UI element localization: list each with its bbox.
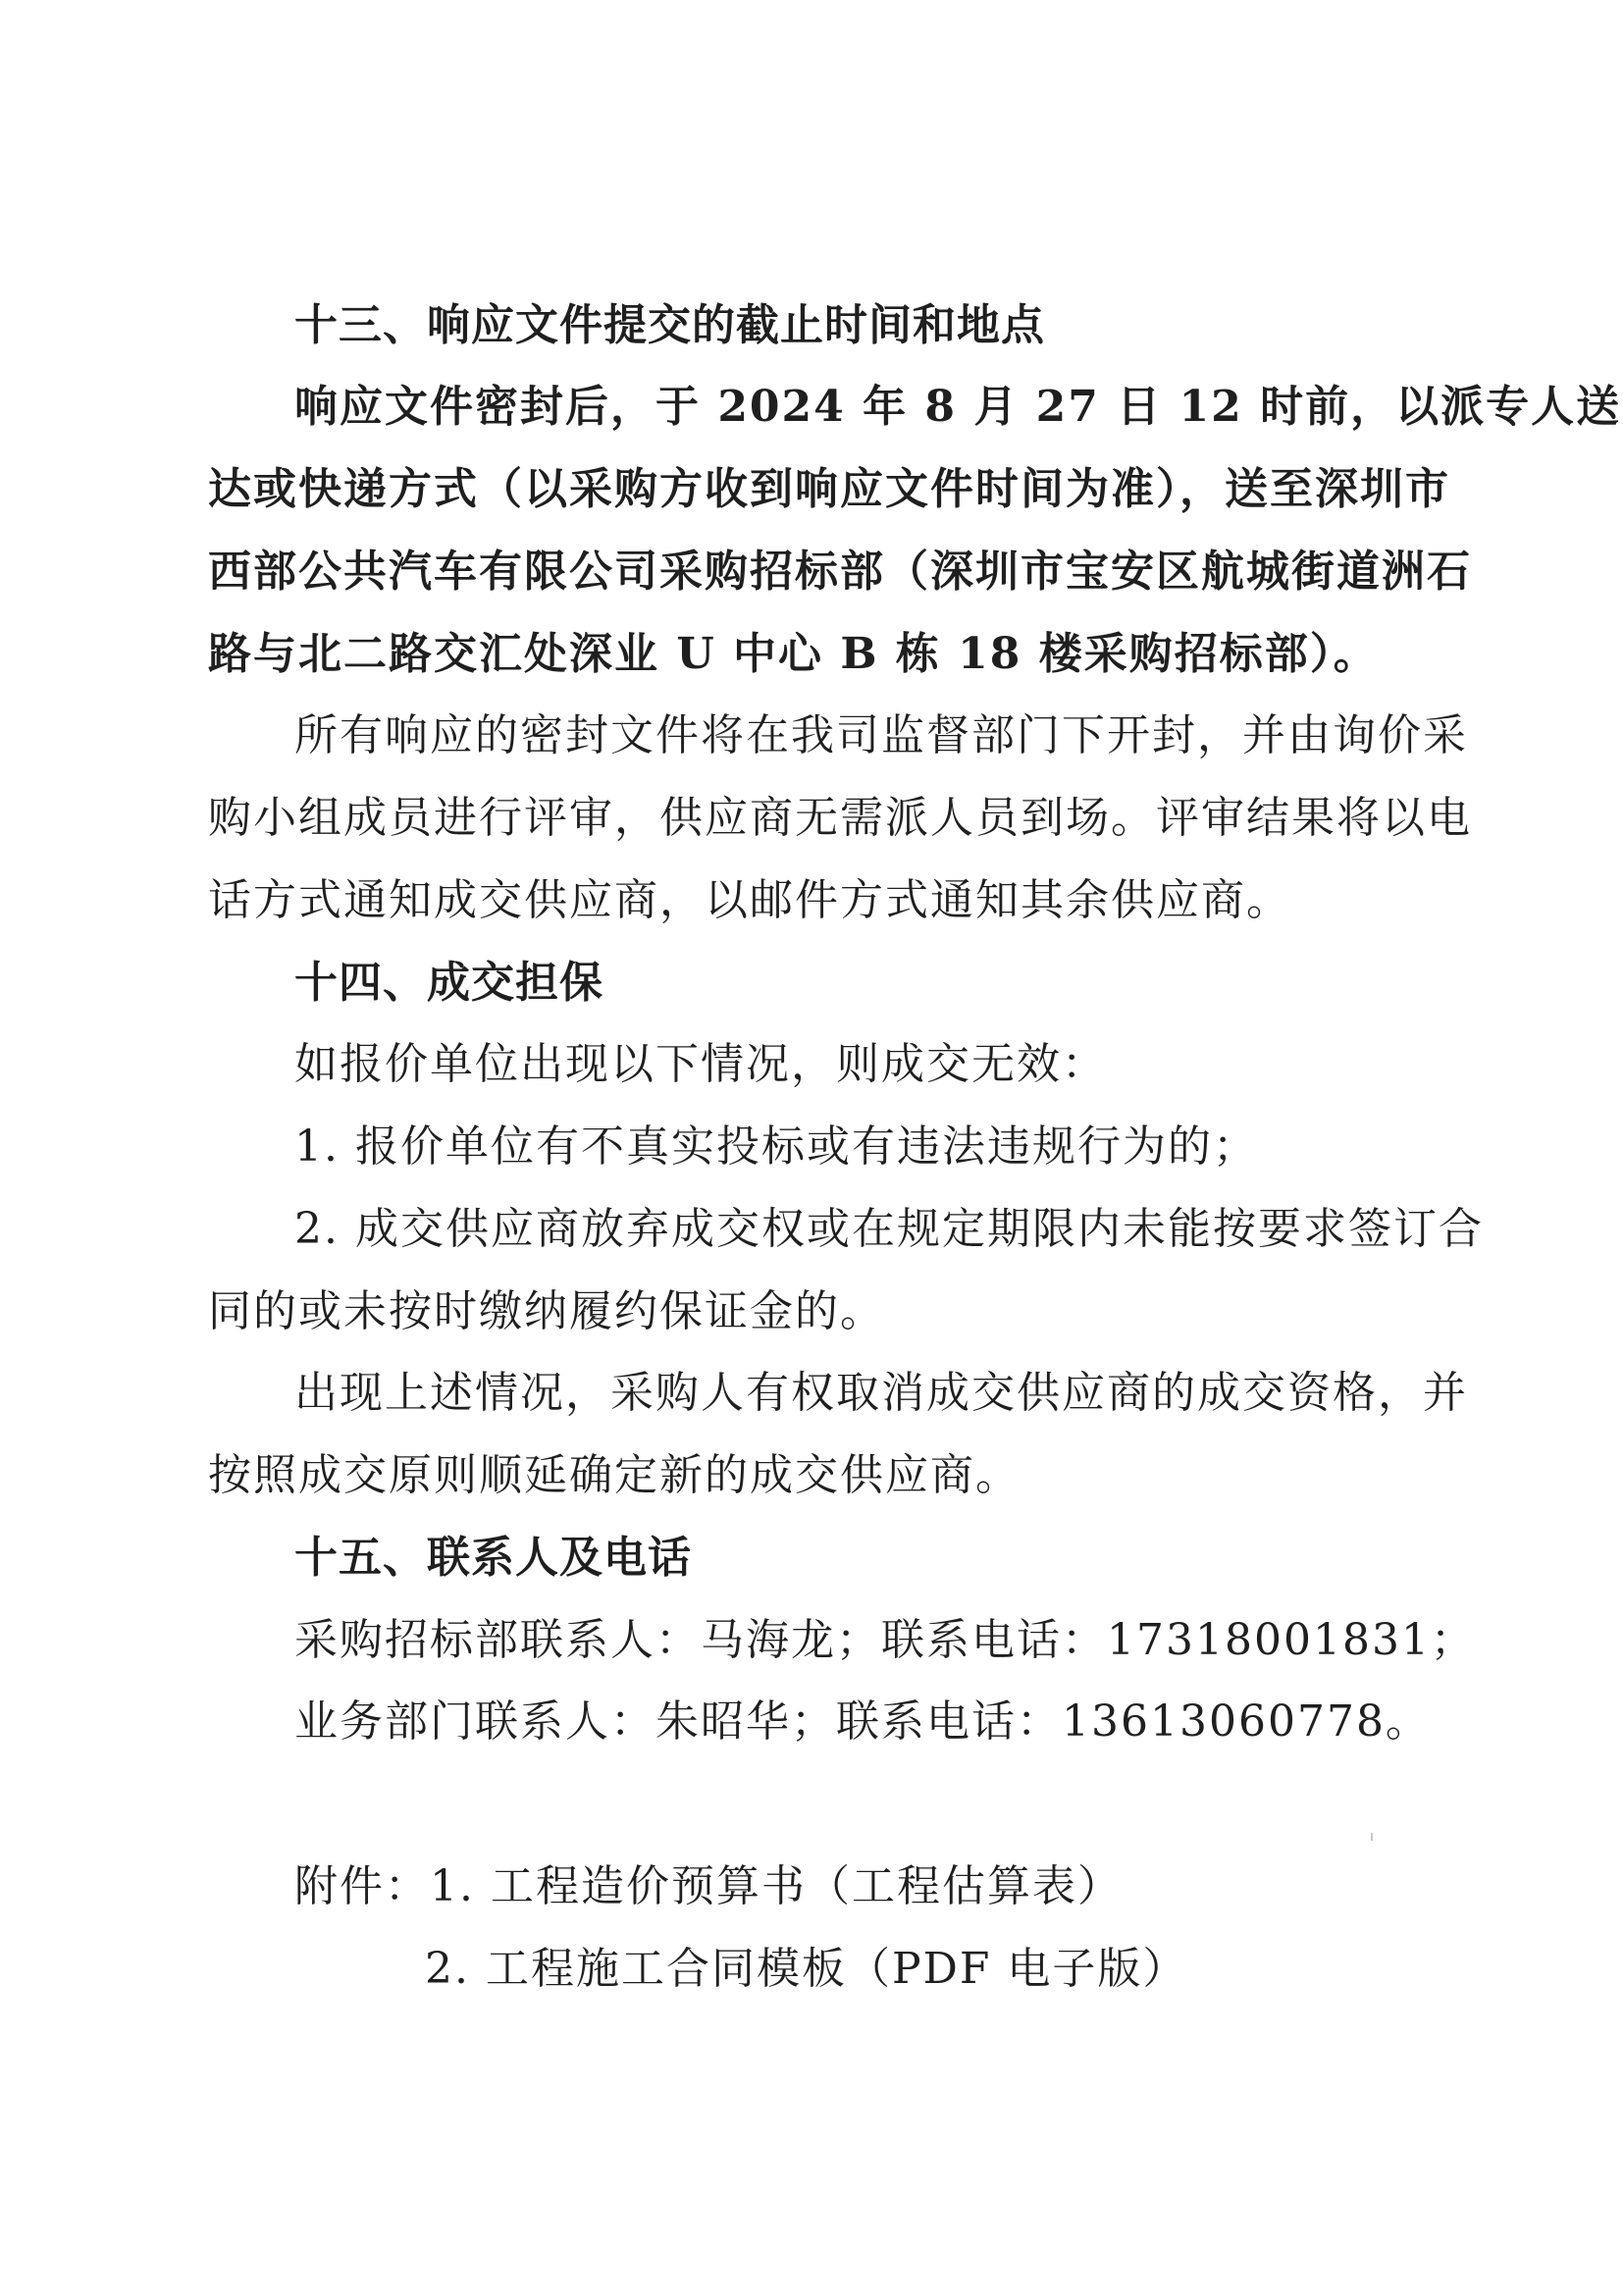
section-15-contact2: 业务部门联系人：朱昭华；联系电话：13613060778。	[294, 1696, 1431, 1747]
section-13-para1-line4: 路与北二路交汇处深业 U 中心 B 栋 18 楼采购招标部）。	[208, 629, 1379, 679]
section-13-para2-line3: 话方式通知成交供应商，以邮件方式通知其余供应商。	[208, 875, 1291, 925]
section-14-item2-line2: 同的或未按时缴纳履约保证金的。	[208, 1286, 885, 1336]
section-14-intro: 如报价单位出现以下情况，则成交无效：	[294, 1039, 1107, 1089]
section-14-para-line1: 出现上述情况，采购人有权取消成交供应商的成交资格，并	[294, 1368, 1468, 1418]
section-13-para1-line3: 西部公共汽车有限公司采购招标部（深圳市宝安区航城街道洲石	[208, 547, 1472, 597]
section-14-heading: 十四、成交担保	[294, 958, 603, 1008]
section-15-heading: 十五、联系人及电话	[294, 1533, 692, 1583]
section-13-para2-line1: 所有响应的密封文件将在我司监督部门下开封，并由询价采	[294, 710, 1468, 760]
section-13-para2-line2: 购小组成员进行评审，供应商无需派人员到场。评审结果将以电	[208, 793, 1472, 843]
scan-speck	[1371, 1833, 1373, 1841]
attachment-item2: 2. 工程施工合同模板（PDF 电子版）	[425, 1944, 1188, 1994]
section-13-heading: 十三、响应文件提交的截止时间和地点	[294, 300, 1045, 350]
section-14-item2-line1: 2. 成交供应商放弃成交权或在规定期限内未能按要求签订合	[294, 1204, 1484, 1254]
section-14-item1: 1. 报价单位有不真实投标或有违法违规行为的；	[294, 1122, 1258, 1172]
section-14-para-line2: 按照成交原则顺延确定新的成交供应商。	[208, 1450, 1021, 1500]
section-13-para1-line1: 响应文件密封后，于 2024 年 8 月 27 日 12 时前，以派专人送	[294, 382, 1622, 432]
section-15-contact1: 采购招标部联系人：马海龙；联系电话：17318001831；	[294, 1615, 1476, 1665]
attachment-item1: 附件：1. 工程造价预算书（工程估算表）	[294, 1861, 1123, 1911]
section-13-para1-line2: 达或快递方式（以采购方收到响应文件时间为准），送至深圳市	[208, 464, 1450, 514]
